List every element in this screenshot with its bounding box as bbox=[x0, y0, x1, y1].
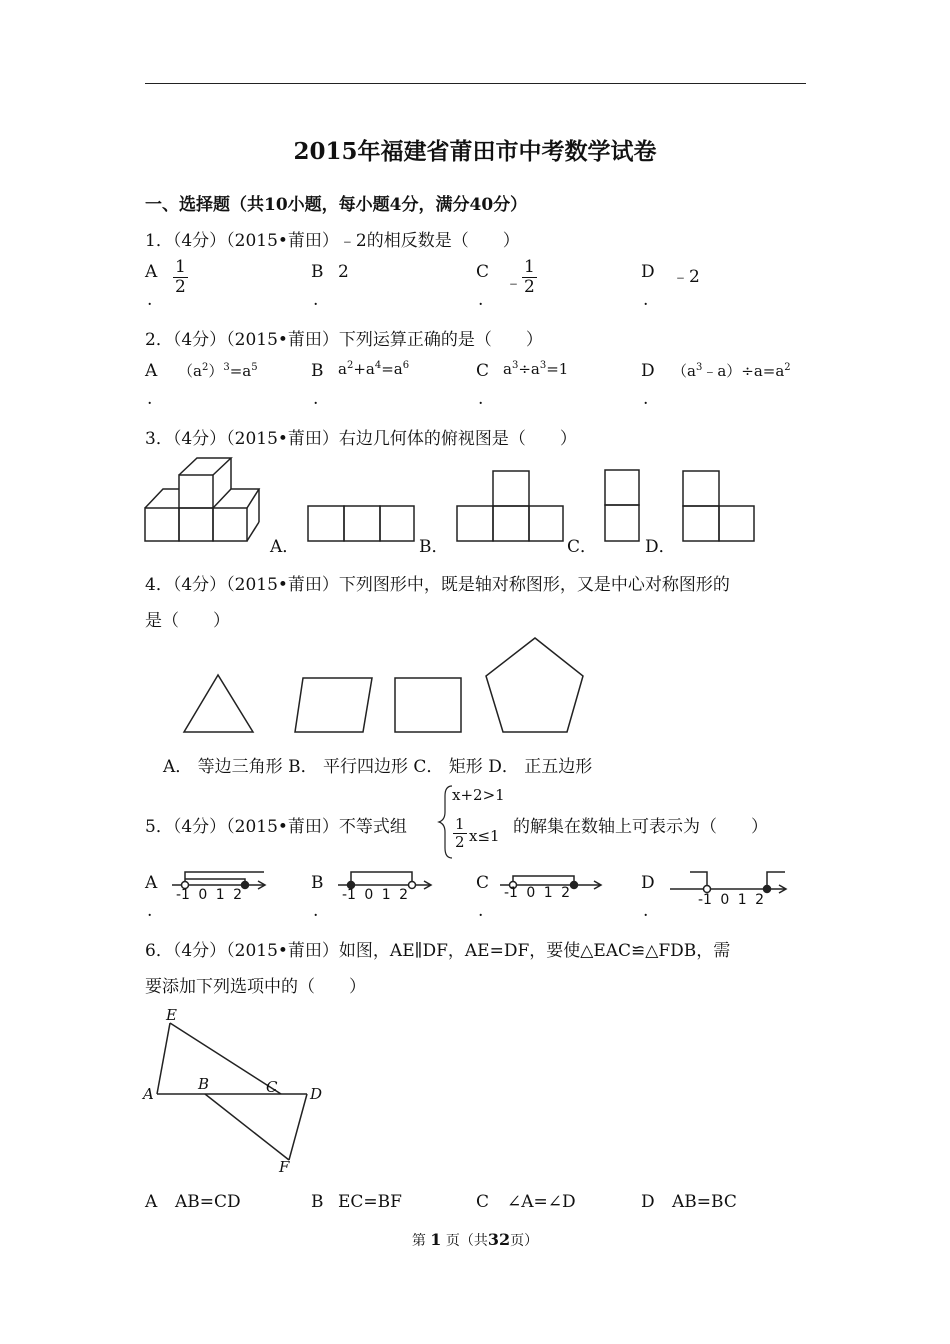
q6-option-b-text: EC=BF bbox=[338, 1192, 402, 1212]
footer-post: 页） bbox=[510, 1233, 539, 1249]
q3-option-a-label: A． bbox=[270, 537, 300, 557]
segment-df bbox=[289, 1094, 307, 1160]
q5-d-dot: . bbox=[643, 901, 649, 921]
q6-stem-line1: 6．（4分）（2015•莆田）如图，AE∥DF，AE=DF，要使△EAC≌△FDB，需 bbox=[145, 941, 731, 961]
q6-option-a-text: AB=CD bbox=[175, 1192, 241, 1212]
q2-option-a-expr: $(a^2)^3=a^5$ bbox=[178, 362, 258, 380]
q2-stem: 2．（4分）（2015•莆田）下列运算正确的是（ ） bbox=[145, 330, 543, 350]
q5-inequality-2-rest: x≤1 bbox=[469, 827, 500, 845]
q1-option-b-value: 2 bbox=[338, 262, 349, 282]
segment-bf bbox=[205, 1094, 289, 1160]
q6-option-d-label: D bbox=[641, 1192, 655, 1212]
q3-option-c-label: C． bbox=[567, 537, 598, 557]
tick-label: -1 bbox=[176, 887, 190, 903]
tick-label: 0 bbox=[720, 892, 730, 908]
q1-option-c-label: C bbox=[476, 262, 490, 282]
q1-d-dot: . bbox=[643, 290, 649, 310]
q2-option-a-label: A bbox=[145, 361, 158, 381]
q5-b-dot: . bbox=[313, 901, 319, 921]
q1-option-a-label: A bbox=[145, 262, 158, 282]
q5-option-d-label: D bbox=[641, 873, 655, 893]
q2-option-c-label: C bbox=[476, 361, 490, 381]
q3-option-d-label: D． bbox=[645, 537, 676, 557]
section-heading: 一、选择题（共10小题，每小题4分，满分40分） bbox=[145, 195, 528, 215]
point-label-c: C bbox=[266, 1078, 278, 1096]
q1-b-dot: . bbox=[313, 290, 319, 310]
q5-stem-post: 的解集在数轴上可表示为（ ） bbox=[513, 817, 768, 837]
q5-c-dot: . bbox=[478, 901, 484, 921]
tick-label: 0 bbox=[364, 887, 374, 903]
frac-den: 2 bbox=[175, 276, 186, 297]
tick-label: 2 bbox=[233, 887, 243, 903]
tick-label: 2 bbox=[755, 892, 765, 908]
q6-option-c-text: ∠A=∠D bbox=[507, 1192, 576, 1212]
q6-option-d-text: AB=BC bbox=[672, 1192, 737, 1212]
q6-stem-line2: 要添加下列选项中的（ ） bbox=[145, 977, 366, 997]
q4-stem-line2: 是（ ） bbox=[145, 611, 230, 631]
q2-b-dot: . bbox=[313, 389, 319, 409]
footer-page-number: 1 bbox=[430, 1230, 442, 1249]
q2-option-b-label: B bbox=[311, 361, 324, 381]
tick-label: 2 bbox=[399, 887, 409, 903]
tick-label: -1 bbox=[698, 892, 712, 908]
q2-a-dot: . bbox=[147, 389, 153, 409]
footer-total-pages: 32 bbox=[487, 1230, 511, 1249]
q2-option-c-expr: $a^3\div a^3=1$ bbox=[503, 360, 569, 378]
q5-inequality-1: x+2>1 bbox=[452, 786, 505, 804]
q5-option-b-label: B bbox=[311, 873, 324, 893]
tick-label: -1 bbox=[504, 885, 518, 901]
q4-options: A． 等边三角形 B． 平行四边形 C． 矩形 D． 正五边形 bbox=[163, 757, 593, 777]
q1-option-d-label: D bbox=[641, 262, 655, 282]
q3-option-b-label: B． bbox=[419, 537, 449, 557]
q1-option-d-value: ﹣2 bbox=[672, 267, 700, 287]
point-label-b: B bbox=[198, 1075, 210, 1093]
q1-c-dot: . bbox=[478, 290, 484, 310]
tick-label: 0 bbox=[198, 887, 208, 903]
q5-a-dot: . bbox=[147, 901, 153, 921]
point-label-a: A bbox=[143, 1085, 154, 1103]
frac-den: 2 bbox=[524, 276, 535, 297]
q2-c-dot: . bbox=[478, 389, 484, 409]
q2-d-dot: . bbox=[643, 389, 649, 409]
frac-num: 1 bbox=[175, 257, 186, 277]
q6-option-b-label: B bbox=[311, 1192, 324, 1212]
q4-stem-line1: 4．（4分）（2015•莆田）下列图形中，既是轴对称图形，又是中心对称图形的 bbox=[145, 575, 730, 595]
page-title: 2015年福建省莆田市中考数学试卷 bbox=[293, 138, 657, 165]
q5-option-c-label: C bbox=[476, 873, 490, 893]
point-label-e: E bbox=[166, 1006, 177, 1024]
q5-option-a-label: A bbox=[145, 873, 158, 893]
q1-option-b-label: B bbox=[311, 262, 324, 282]
tick-label: 1 bbox=[215, 887, 225, 903]
q1-stem: 1．（4分）（2015•莆田）﹣2的相反数是（ ） bbox=[145, 231, 520, 251]
q6-option-c-label: C bbox=[476, 1192, 490, 1212]
tick-label: 1 bbox=[737, 892, 747, 908]
page-footer bbox=[0, 1230, 950, 1250]
point-label-d: D bbox=[310, 1085, 323, 1103]
q3-stem: 3．（4分）（2015•莆田）右边几何体的俯视图是（ ） bbox=[145, 429, 577, 449]
frac-num: 1 bbox=[524, 257, 535, 277]
q1-option-c-sign: ﹣ bbox=[505, 273, 522, 293]
tick-label: 0 bbox=[526, 885, 536, 901]
segment-ec bbox=[170, 1023, 281, 1094]
q2-option-b-expr: $a^2+a^4=a^6$ bbox=[338, 360, 410, 378]
q5-stem-pre: 5．（4分）（2015•莆田）不等式组 bbox=[145, 817, 407, 837]
segment-ae bbox=[157, 1023, 170, 1094]
tick-label: -1 bbox=[342, 887, 356, 903]
footer-mid: 页（共 bbox=[445, 1233, 488, 1249]
tick-label: 1 bbox=[381, 887, 391, 903]
point-label-f: F bbox=[279, 1158, 290, 1176]
frac-num: 1 bbox=[455, 815, 465, 833]
q1-a-dot: . bbox=[147, 290, 153, 310]
tick-label: 2 bbox=[561, 885, 571, 901]
q2-option-d-label: D bbox=[641, 361, 655, 381]
q2-option-d-expr: $(a^3﹣a)\div a=a^2$ bbox=[672, 362, 791, 380]
footer-pre: 第 bbox=[411, 1233, 426, 1249]
frac-den: 2 bbox=[455, 832, 465, 851]
q6-option-a-label: A bbox=[145, 1192, 158, 1212]
tick-label: 1 bbox=[543, 885, 553, 901]
